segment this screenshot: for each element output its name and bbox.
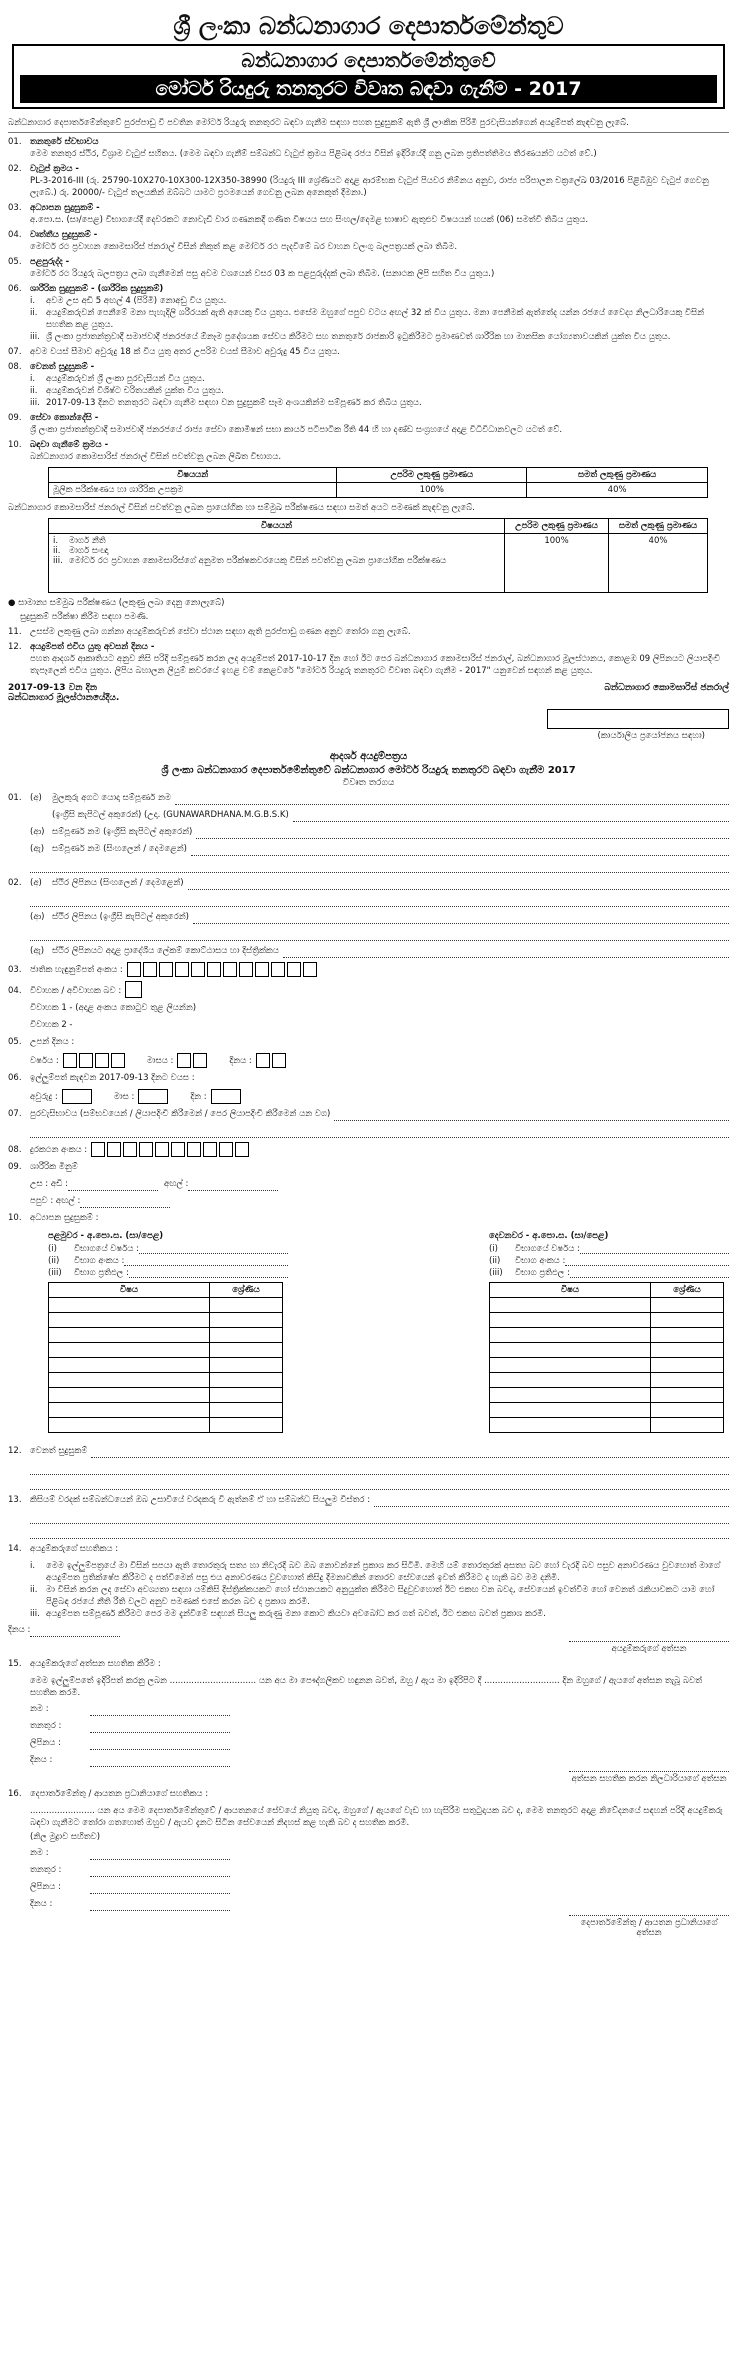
field-certificate-date[interactable]: දිනය : bbox=[8, 1624, 729, 1637]
education-columns bbox=[48, 1231, 729, 1433]
education-first-attempt: පළමුවර - අ.පො.ස. (සා/පෙළ) (i) විභාගයේ වර්ෂය : (ii) විභාග අංකය : (iii) විභාග ප්‍රතිඵල : විෂය ශ්‍රේණිය bbox=[48, 1231, 288, 1433]
section-10: 10. බඳවා ගැනීමේ ක්‍රමය - බන්ධනාගාර කොමසාරිස් ජනරාල් විසින් පවත්වනු ලබන ලිඛිත විභාගය. bbox=[8, 439, 729, 463]
head-signature[interactable]: දෙපාර්තමේන්තු / ආයතන ප්‍රධානියාගේ අත්සන bbox=[8, 1915, 729, 1938]
section-title: වෘත්තීය සුදුසුකම් - bbox=[30, 230, 98, 240]
section-text: අවම වයස් සීමාව අවුරුදු 18 ක් විය යුතු අතර උපරිම වයස් සීමාව අවුරුදු 45 විය යුතුය. bbox=[30, 347, 340, 357]
table2-item: මාර්ග සංඥා bbox=[69, 546, 109, 556]
notice-subtitle: බන්ධනාගාර දෙපාර්තමේන්තුවේ bbox=[241, 50, 496, 72]
section-title: තනතුරේ ස්වභාවය bbox=[30, 137, 99, 147]
section-title: වැටුප් ක්‍රමය - bbox=[30, 164, 79, 174]
attestation-fields[interactable]: නම : තනතුර : ලිපිනය : දිනය : bbox=[8, 1703, 729, 1767]
field-fullname-en[interactable]: (ආ) සම්පූර්ණ නම (ඉංග්‍රීසි කැපිටල් අකුරෙන්) bbox=[8, 826, 729, 839]
table2-item: මාර්ග නීති bbox=[69, 536, 106, 546]
table2-header: උපරිම ලකුණු ප්‍රමාණය bbox=[505, 519, 609, 534]
section-03: 03. අධ්‍යාපන සුදුසුකම් - අ.පො.ස. (සා/පෙළ) විභාගයේදී දෙවරකට නොවැඩි වාර ගණනකදී ගණිත විෂයය සහ සිංහල/දෙමළ භාෂාව ඇතුළුව විෂයයන් හයක් (06) සමත්වී තිබිය යුතුය. bbox=[8, 202, 729, 226]
notice-place: බන්ධනාගාර මූලස්ථානයේදීය. bbox=[8, 693, 120, 703]
bullet-item: සුදුසුකම් පරීක්ෂා කිරීම සඳහා පමණි. bbox=[20, 612, 149, 622]
field-name-initials[interactable]: 01. (අ) මුලකුරු අගට යොදා සම්පූර්ණ නම bbox=[8, 792, 729, 805]
head-certificate: 16. දෙපාර්තමේන්තු / ආයතන ප්‍රධානියාගේ සහතිකය : bbox=[8, 1789, 209, 1799]
attestation-text: මෙම ඉල්ලුම්පතේ ඉදිරිපත් කරනු ලබන ................................ යන අය මා පෞද්ගලිකව හඳුනන බවත්, ඔහු / ඇය මා ඉදිරිපිට දී ............................ දින ඔහුගේ / ඇයගේ අත්සන තැබූ බවත් සහතික කරමි. bbox=[30, 1676, 702, 1698]
section-text: PL-3-2016-III (රු. 25790-10X270-10X300-12X350-38990 (රියදුරු III ශ්‍රේණියට අදාළ ආරම්භක වැටුප් පියවර නිම්නය අනුව, රාජ්‍ය පරිපාලන චක්‍රලේඛ 03/2016 පිළිබිඹුව වැටුප් ගෙවනු ලැබේ.) රු. 20000/- වැටුප් තලයකින් ඔබ්බට යාමට ප්‍රථමයෙන් ගෙවනු ලබන අනෙකුත් දීමනා.) bbox=[30, 176, 709, 198]
section-item: ii. අයදුම්කරුවන් පෙනීමේ මනා පැහැදිලි ශරීරයක් ඇති අයෙකු විය යුතුය. එසේම ඔහුගේ පපුව වටය අඟල් 32 ක් විය යුතුය. මනා පෙනීමක් ඇත්තේද යන්න රජයේ වෛද්‍ය නිලධාරියෙකු විසින් සහතික කළ යුතුය. bbox=[30, 308, 705, 330]
exam-table-1 bbox=[48, 467, 708, 498]
form-subtitle-2: විවෘත තරගය bbox=[342, 778, 395, 788]
field-address-en[interactable]: (ආ) ස්ථිර ලිපිනය (ඉංග්‍රීසි කැපිටල් අකුරෙන්) bbox=[8, 911, 729, 924]
applicant-certificate: 14. අයදුම්කරුගේ සහතිකය : bbox=[8, 1544, 119, 1554]
field-other-qualifications[interactable]: 12. වෙනත් සුදුසුකම් bbox=[8, 1445, 729, 1458]
field-civil-status[interactable]: 04. විවාහක / අවිවාහක බව : bbox=[8, 981, 729, 998]
officer-title: බන්ධනාගාර කොමසාරිස් ජනරාල් bbox=[604, 683, 729, 693]
section-title: අධ්‍යාපන සුදුසුකම් - bbox=[30, 203, 100, 213]
sections bbox=[8, 136, 729, 463]
exam-table-2 bbox=[48, 518, 708, 593]
section-text: ශ්‍රී ලංකා ප්‍රජාතන්ත්‍රවාදී සමාජවාදී ජනරජයේ රාජ්‍ය සේවා කොමිෂන් සභා කාර්ය පටිපාටික රීති 44 හි හා දණ්ඩ සංග්‍රහයේ අදාළ විධිවිධානවලට යටත් වේ. bbox=[30, 425, 563, 435]
table1-cell: 40% bbox=[527, 483, 708, 498]
field-ds-division[interactable]: (ඇ) ස්ථිර ලිපිනයට අදාළ ප්‍රාදේශීය ලේකම් කොට්ඨාසය හා දිස්ත්‍රික්කය bbox=[8, 945, 729, 958]
office-use-caption: (කාර්යාලීය ප්‍රයෝජනය සඳහා) bbox=[597, 731, 705, 741]
section-07: 07. අවම වයස් සීමාව අවුරුදු 18 ක් විය යුතු අතර උපරිම වයස් සීමාව අවුරුදු 45 විය යුතුය. bbox=[8, 346, 729, 358]
section-text: බන්ධනාගාර කොමසාරිස් ජනරාල් විසින් පවත්වනු ලබන ලිඛිත විභාගය. bbox=[30, 452, 282, 462]
table1-header: උපරිම ලකුණු ප්‍රමාණය bbox=[337, 468, 527, 483]
table2-cell: 100% bbox=[505, 534, 609, 593]
certificate-item: ii. මා විසින් කරන ලද සේවා අවශ්‍යතා සඳහා යම්කිසි දිස්ත්‍රික්කයකට හෝ ස්ථානයකට අනුයුක්ත කිරීමට සිදුවුවහොත් ඊට එකඟ වන බවද, සේවයෙන් ඉවත්වීම හෝ වෙනත් රැකියාවකට යාම හෝ පිළිබඳ රජයේ නීති රීති වලට අනුව පමණක් එසේ කරන බව ද ප්‍රකාශ කරමි. bbox=[30, 1585, 715, 1607]
field-phone[interactable]: 08. දුරකථන අංකය : bbox=[8, 1142, 729, 1157]
field-dob-boxes[interactable]: වර්ෂය : මාසය : දිනය : bbox=[8, 1053, 729, 1068]
field-education: 10. අධ්‍යාපන සුදුසුකම් : bbox=[8, 1213, 99, 1223]
applicant-signature[interactable]: අයදුම්කරුගේ අත්සන bbox=[8, 1641, 729, 1654]
section-title: වෙනත් සුදුසුකම් - bbox=[30, 362, 95, 372]
certificate-item: iii. අයදුම්පත සම්පූර්ණ කිරීමට පෙර මම දැන්වීමේ සඳහන් සියලු කරුණු මනා කොට කියවා අවබෝධ කර ගත් බවත්, ඊට එකඟ බවත් ප්‍රකාශ කරමි. bbox=[30, 1609, 546, 1619]
office-use-box bbox=[547, 709, 729, 729]
table1-cell: 100% bbox=[337, 483, 527, 498]
field-address-si[interactable]: 02. (අ) ස්ථිර ලිපිනය (සිංහලෙන් / දෙමළෙන්) bbox=[8, 877, 729, 890]
form-subtitle: ශ්‍රී ලංකා බන්ධනාගාර දෙපාර්තමේන්තුවේ බන්ධනාගාර මෝටර් රියදුරු තනතුරට බඳවා ගැනීම 2017 bbox=[161, 765, 576, 776]
field-age: 06. ඉල්ලුම්පත් කැඳවන 2017-09-13 දිනට වයස : bbox=[8, 1073, 195, 1083]
field-nic[interactable]: 03. ජාතික හැඳුනුම්පත් අංකය : bbox=[8, 962, 729, 977]
table2-item: මෝටර් රථ ප්‍රවාහන කොමසාරිස්ගේ අනුමත පරීක්ෂකවරයෙකු විසින් පවත්වනු ලබන ප්‍රායෝගික පරීක්ෂණය bbox=[69, 556, 447, 566]
section-08: 08. වෙනත් සුදුසුකම් - i. අයදුම්කරුවන් ශ්‍රී ලංකා පුරවැසියන් විය යුතුය. ii. අයදුම්කරුවන් විශිෂ්ට චරිතයකින් යුක්ත විය යුතුය. iii. 2017-09-13 දිනට තනතුරට බඳවා ගැනීම සඳහා වන සුදුසුකම් සෑම අංශයකින්ම සම්පූර්ණ කර තිබිය යුතුය. bbox=[8, 361, 729, 409]
section-item: i. අයදුම්කරුවන් ශ්‍රී ලංකා පුරවැසියන් විය යුතුය. bbox=[30, 374, 205, 384]
section-06: 06. ශාරීරික සුදුසුකම් - (ශාරීරික සුදුසුකම්) i. අවම උස අඩි 5 අඟල් 4 (පිරිමි) නොඅඩු විය යුතුය. ii. අයදුම්කරුවන් පෙනීමේ මනා පැහැදිලි ශරීරයක් ඇති අයෙකු විය යුතුය. එසේම ඔහුගේ පපුව වටය අඟල් 32 ක් විය යුතුය. මනා පෙනීමක් ඇත්තේද යන්න රජයේ වෛද්‍ය නිලධාරියෙකු විසින් සහතික කළ යුතුය. iii. ශ්‍රී ලංකා ප්‍රජාතන්ත්‍රවාදී සමාජවාදී ජනරජයේ ඕනෑම ප්‍රදේශයක සේවය කිරීමට සහ තනතුරේ රාජකාරි ඉටුකිරීමට ප්‍රමාණවත් ශාරීරික හා මානසික යෝග්‍යතාවයකින් යුක්ත විය යුතුය. bbox=[8, 283, 729, 343]
intro-text: බන්ධනාගාර දෙපාර්තමේන්තුවේ පුරප්පාඩු වී පවතින මෝටර් රියදුරු තනතුරට බඳවා ගැනීම සඳහා පහත සුදුසුකම් ඇති ශ්‍රී ලාංකික පිරිමි පුරවැසියන්ගෙන් අයදුම්පත් කැඳවනු ලැබේ. bbox=[8, 118, 629, 128]
form-title: ආදර්ශ අයදුම්පත්‍රය bbox=[329, 751, 408, 762]
civil-status-option: විවාහක 1 - (අදාළ අංකය කොටුව තුළ ලියන්න) bbox=[30, 1003, 197, 1013]
table1-header: සමත් ලකුණු ප්‍රමාණය bbox=[527, 468, 708, 483]
table2-cell: 40% bbox=[608, 534, 707, 593]
results-table-2[interactable]: විෂය ශ්‍රේණිය bbox=[489, 1282, 724, 1433]
section-title: ශාරීරික සුදුසුකම් - (ශාරීරික සුදුසුකම්) bbox=[30, 284, 164, 294]
notice-heading: මෝටර් රියදුරු තනතුරට විවෘත බඳවා ගැනීම - 2017 bbox=[20, 75, 717, 103]
field-chest[interactable]: පපුව : අඟල් : bbox=[8, 1195, 729, 1208]
section-item: iii. 2017-09-13 දිනට තනතුරට බඳවා ගැනීම සඳහා වන සුදුසුකම් සෑම අංශයකින්ම සම්පූර්ණ කර තිබිය යුතුය. bbox=[30, 398, 422, 408]
results-table-1[interactable]: විෂය ශ්‍රේණිය bbox=[48, 1282, 283, 1433]
certificate-item: i. මෙම ඉල්ලුම්පත්‍රයේ මා විසින් සපයා ඇති තොරතුරු සත්‍ය හා නිවැරදි බව ඔබ නොවන්නේ ප්‍රකාශ කර සිටිමි. මෙහි යම් තොරතුරක් අසත්‍ය බව හෝ වැරදි බව පසුව අනාවරණය වුවහොත් මාගේ අයදුම්පත ප්‍රතික්ෂේප කිරීමට ද පත්වීමෙන් පසු එය අනාවරණය වුවහොත් කිසිදු දීමනාවකින් තොරව සේවයෙන් ඉවත් කිරීමට ද හැකි බව මම දනිමි. bbox=[30, 1561, 720, 1583]
field-measurements: 09. ශාරීරික මිනුම් bbox=[8, 1162, 78, 1172]
table1-note: බන්ධනාගාර කොමසාරිස් ජනරාල් විසින් පවත්වනු ලබන ප්‍රායෝගික හා සම්මුඛ පරීක්ෂණය සඳහා සමත් අයට පමණක් කැඳවනු ලැබේ. bbox=[8, 503, 475, 513]
notice-date: 2017-09-13 වන දින bbox=[8, 683, 97, 693]
section-text: මෝටර් රථ රියදුරු බලපත්‍රය ලබා ගැනීමෙන් පසු අවම වශයෙන් වසර 03 ක පළපුරුද්දක් ලබා තිබීම. (සනාථක ලිපි සහිත විය යුතුය.) bbox=[30, 269, 495, 279]
head-fields[interactable]: නම : තනතුර : ලිපිනය : දිනය : bbox=[8, 1847, 729, 1911]
section-09: 09. සේවා කොන්දේසි - ශ්‍රී ලංකා ප්‍රජාතන්ත්‍රවාදී සමාජවාදී ජනරජයේ රාජ්‍ය සේවා කොමිෂන් සභා කාර්ය පටිපාටික රීති 44 හි හා දණ්ඩ සංග්‍රහයේ අදාළ විධිවිධානවලට යටත් වේ. bbox=[8, 412, 729, 436]
section-title: සේවා කොන්දේසි - bbox=[30, 413, 99, 423]
section-01: 01. තනතුරේ ස්වභාවය මෙම තනතුර ස්ථිර, විශ්‍රාම වැටුප් සහිතය. (මෙම බඳවා ගැනීම් සම්බන්ධ වැටුප් ක්‍රමය පිළිබඳ රජය විසින් ඉදිරියේදී ගනු ලබන ප්‍රතිපත්තිමය තීරණයන්ට යටත් වේ.) bbox=[8, 136, 729, 160]
education-second-attempt: දෙවනවර - අ.පො.ස. (සා/පෙළ) (i) විභාගයේ වර්ෂය : (ii) විභාග අංකය : (iii) විභාග ප්‍රතිඵල : විෂය ශ්‍රේණිය bbox=[489, 1231, 729, 1433]
section-item: iii. ශ්‍රී ලංකා ප්‍රජාතන්ත්‍රවාදී සමාජවාදී ජනරජයේ ඕනෑම ප්‍රදේශයක සේවය කිරීමට සහ තනතුරේ රාජකාරි ඉටුකිරීමට ප්‍රමාණවත් ශාරීරික හා මානසික යෝග්‍යතාවයකින් යුක්ත විය යුතුය. bbox=[30, 332, 671, 342]
field-age-boxes[interactable]: අවුරුදු : මාස : දින : bbox=[8, 1089, 729, 1104]
section-text: අ.පො.ස. (සා/පෙළ) විභාගයේදී දෙවරකට නොවැඩි වාර ගණනකදී ගණිත විෂයය සහ සිංහල/දෙමළ භාෂාව ඇතුළුව විෂයයන් හයක් (06) සමත්වී තිබිය යුතුය. bbox=[30, 215, 589, 225]
field-convictions[interactable]: 13. කිසියම් වරදක් සම්බන්ධයෙන් ඔබ උසාවියේ වරදකරු වී ඇත්නම් ඒ හා සම්බන්ධ සියලුම විස්තර : bbox=[8, 1494, 729, 1507]
department-title: ශ්‍රී ලංකා බන්ධනාගාර දෙපාර්තමේන්තුව bbox=[173, 12, 564, 40]
field-height[interactable]: උස : අඩි : අඟල් : bbox=[8, 1178, 729, 1191]
field-citizenship[interactable]: 07. පුරවැසිභාවය (සම්භවයෙන් / ලියාපදිංචි කිරීමෙන් / පෙර ලියාපදිංචි කිරීමෙන් යන වග) bbox=[8, 1108, 729, 1121]
signature-attestation: 15. අයදුම්කරුගේ අත්සන සහතික කිරීම : bbox=[8, 1659, 161, 1669]
section-04: 04. වෘත්තීය සුදුසුකම් - මෝටර් රථ ප්‍රවාහන කොමසාරිස් ජනරාල් විසින් නිකුත් කළ මෝටර් රථ පැදවීමේ බර වාහන වලංගු බලපත්‍රයක් ලබා තිබීම. bbox=[8, 229, 729, 253]
section-11: 11. උසස්ම ලකුණු ලබා ගන්නා අයදුම්කරුවන් සේවා ස්ථාන සඳහා ඇති පුරප්පාඩු ගණන අනුව තෝරා ගනු ලැබේ. bbox=[8, 627, 411, 637]
section-text: මෝටර් රථ ප්‍රවාහන කොමසාරිස් ජනරාල් විසින් නිකුත් කළ මෝටර් රථ පැදවීමේ බර වාහන වලංගු බලපත්‍රයක් ලබා තිබීම. bbox=[30, 242, 458, 252]
section-item: i. අවම උස අඩි 5 අඟල් 4 (පිරිමි) නොඅඩු විය යුතුය. bbox=[30, 296, 227, 306]
section-text: මෙම තනතුර ස්ථිර, විශ්‍රාම වැටුප් සහිතය. (මෙම බඳවා ගැනීම් සම්බන්ධ වැටුප් ක්‍රමය පිළිබඳ රජය විසින් ඉදිරියේදී ගනු ලබන ප්‍රතිපත්තිමය තීරණයන්ට යටත් වේ.) bbox=[30, 149, 597, 159]
section-02: 02. වැටුප් ක්‍රමය - PL-3-2016-III (රු. 25790-10X270-10X300-12X350-38990 (රියදුරු III ශ්‍රේණියට අදාළ ආරම්භක වැටුප් පියවර නිම්නය අනුව, රාජ්‍ය පරිපාලන චක්‍රලේඛ 03/2016 පිළිබිඹුව වැටුප් ගෙවනු ලැබේ.) රු. 20000/- වැටුප් තලයකින් ඔබ්බට යාමට ප්‍රථමයෙන් ගෙවනු ලබන අනෙකුත් දීමනා.) bbox=[8, 163, 729, 199]
notice-title-box bbox=[12, 44, 725, 109]
field-fullname-si[interactable]: (ඇ) සම්පූර්ණ නම (සිංහලෙන් / දෙමළෙන්) bbox=[8, 843, 729, 856]
table2-subjects: i. මාර්ග නීති ii. මාර්ග සංඥා iii. මෝටර් රථ ප්‍රවාහන කොමසාරිස්ගේ අනුමත පරීක්ෂකවරයෙකු විසින් පවත්වනු ලබන ප්‍රායෝගික පරීක්ෂණය bbox=[49, 534, 505, 593]
section-item: ii. අයදුම්කරුවන් විශිෂ්ට චරිතයකින් යුක්ත විය යුතුය. bbox=[30, 386, 224, 396]
section-title: පළපුරුද්ද - bbox=[30, 257, 70, 267]
civil-status-option: විවාහක 2 - bbox=[30, 1020, 73, 1030]
signature-block bbox=[8, 683, 729, 703]
table1-cell: මූලික පරීක්ෂණය හා ශාරීරික උපක්‍රම bbox=[49, 483, 337, 498]
field-dob: 05. උපන් දිනය : bbox=[8, 1037, 75, 1047]
head-certificate-text: ........................ යන අය මෙම දෙපාර්තමේන්තුවේ / ආයතනයේ සේවයේ නියුතු බවද, ඔහුගේ / ඇයගේ වැඩ හා හැසිරීම සතුටුදායක බව ද, මෙම තනතුරට අදාළ නිවේදනයේ සඳහන් පරිදි අයදුම්කරු බඳවා ගැනීමට තෝරා ගතහොත් ඔහුව / ඇයව දැනට සිටින සේවයෙන් නිදහස් කළ හැකි බව ද සහතික කරමි. bbox=[30, 1806, 723, 1828]
table2-header: සමත් ලකුණු ප්‍රමාණය bbox=[608, 519, 707, 534]
section-12: 12. අයදුම්පත් එවිය යුතු අවසන් දිනය - පහත ආදර්ශ ආකෘතියට අනුව නිසි පරිදි සම්පූර්ණ කරන ලද අයදුම්පත් 2017-10-17 දින හෝ ඊට පෙර බන්ධනාගාර කොමසාරිස් ජනරාල්, බන්ධනාගාර මූලස්ථානය, කොළඹ 09 ලිපිනයට ලියාපදිංචි තැපෑලෙන් එවිය යුතුය. ලිපිය බහාලන ලියුම් කවරයේ ඉහළ වම් කෙළවරේ "මෝටර් රියදුරු තනතුරට විවෘත බඳවා ගැනීම - 2017" යනුවෙන් සඳහන් කළ යුතුය. bbox=[8, 642, 721, 676]
section-05: 05. පළපුරුද්ද - මෝටර් රථ රියදුරු බලපත්‍රය ලබා ගැනීමෙන් පසු අවම වශයෙන් වසර 03 ක පළපුරුද්දක් ලබා තිබීම. (සනාථක ලිපි සහිත විය යුතුය.) bbox=[8, 256, 729, 280]
section-title: බඳවා ගැනීමේ ක්‍රමය - bbox=[30, 440, 109, 450]
field-name-example: (ඉංග්‍රීසි කැපිටල් අකුරෙන්) (උදා. (GUNAWARDHANA.M.G.B.S.K) bbox=[8, 809, 729, 822]
certifier-signature[interactable]: අත්සන සහතික කරන නිලධාරියාගේ අත්සන bbox=[8, 1771, 729, 1784]
table2-header: විෂයයන් bbox=[49, 519, 505, 534]
bullet-item: ● සාමාන්‍ය සම්මුඛ පරීක්ෂණය (ලකුණු ලබා දෙනු නොලැබේ) bbox=[8, 598, 225, 608]
official-stamp-note: (නිල මුද්‍රාව සහිතව) bbox=[30, 1832, 101, 1842]
table1-header: විෂයයන් bbox=[49, 468, 337, 483]
